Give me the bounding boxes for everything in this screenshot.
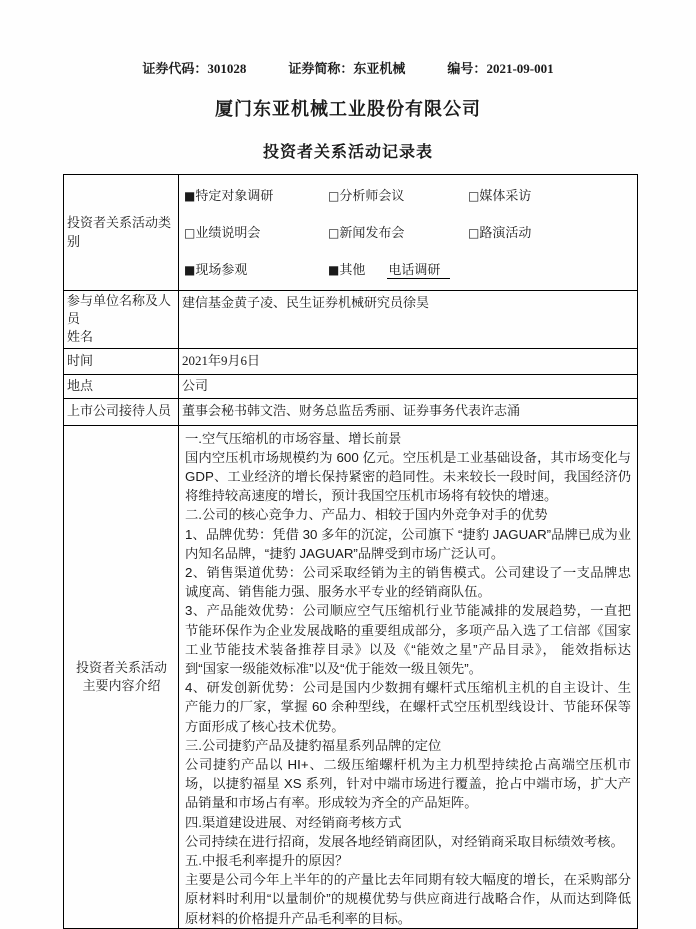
table-row-main-content — [64, 425, 638, 928]
content-paragraph: 三.公司捷豹产品及捷豹福星系列品牌的定位 — [185, 737, 442, 753]
meta-line — [0, 0, 696, 78]
unchecked-box-icon: □ — [328, 226, 340, 241]
content-paragraph: 3、产品能效优势：公司顺应空气压缩机行业节能减排的发展趋势，一直把节能环保作为企业发展战略的重要组成部分，多项产品入选了工信部《国家工业节能技术装备推荐目录》以及《“能效之星”产品目录》， 能效指标达到“国家一级能效标准”以及“优于能效一级且领先”。 — [185, 603, 631, 676]
content-paragraph: 1、品牌优势：凭借 30 多年的沉淀，公司旗下 “捷豹 JAGUAR”品牌已成为业内知名品牌，“捷豹 JAGUAR”品牌受到市场广泛认可。 — [185, 526, 631, 561]
table-row-time — [64, 348, 638, 374]
content-paragraph: 主要是公司今年上半年的的产量比去年同期有较大幅度的增长，在采购部分原材料时利用“以量制价”的规模优势与供应商进行战略合作，从而达到降低原材料的价格提升产品毛利率的目标。 — [185, 872, 631, 926]
option-special-object-research: ■特定对象调研 — [184, 188, 274, 204]
participants-label: 参与单位名称及人员 姓名 — [64, 291, 179, 349]
stock-name: 证券简称：东亚机械 — [288, 61, 406, 76]
unchecked-box-icon: □ — [468, 226, 480, 241]
place-value: 公司 — [179, 374, 638, 398]
content-paragraph: 公司捷豹产品以 HI+、二级压缩螺杆机为主力机型持续抢占高端空压机市场，以捷豹福星 XS 系列，针对中端市场进行覆盖，抢占中端市场，扩大产品销量和市场占有率。形成较为齐全的产品矩阵。 — [185, 757, 631, 811]
option-analyst-meeting: □分析师会议 — [328, 188, 405, 204]
checked-box-icon: ■ — [184, 263, 196, 278]
unchecked-box-icon: □ — [468, 189, 480, 204]
content-paragraph: 公司持续在进行招商，发展各地经销商团队，对经销商采取目标绩效考核。 — [185, 833, 624, 849]
main-content-label: 投资者关系活动 主要内容介绍 — [64, 425, 179, 928]
unchecked-box-icon: □ — [184, 226, 196, 241]
company-title: 厦门东亚机械工业股份有限公司 — [215, 99, 481, 119]
content-paragraph: 四.渠道建设进展、对经销商考核方式 — [185, 814, 402, 830]
option-site-visit: ■现场参观 — [184, 262, 248, 278]
table-row-activity-type — [64, 175, 638, 291]
activity-type-label: 投资者关系活动类别 — [64, 175, 179, 291]
reception-value: 董事会秘书韩文浩、财务总监岳秀丽、证券事务代表许志涌 — [179, 398, 638, 425]
activity-type-options — [179, 175, 638, 291]
content-paragraph: 五.中报毛利率提升的原因？ — [185, 853, 349, 869]
main-content-text — [179, 425, 638, 928]
unchecked-box-icon: □ — [328, 189, 340, 204]
other-detail-text: 电话调研 — [387, 262, 450, 279]
content-paragraph: 一.空气压缩机的市场容量、增长前景 — [185, 430, 402, 446]
content-paragraph: 国内空压机市场规模约为 600 亿元。空压机是工业基础设备，其市场变化与 GDP、工业经济的增长保持紧密的趋同性。未来较长一段时间，我国经济仍将维持较高速度的增长，预计我国空压机市场将有较快的增速。 — [185, 449, 631, 504]
stock-code: 证券代码：301028 — [142, 61, 247, 76]
checked-box-icon: ■ — [184, 189, 196, 204]
table-row-place — [64, 374, 638, 398]
reception-label: 上市公司接待人员 — [64, 398, 179, 425]
option-press-conference: □新闻发布会 — [328, 225, 405, 241]
time-label: 时间 — [64, 348, 179, 374]
options-grid — [182, 176, 635, 289]
option-roadshow: □路演活动 — [468, 225, 532, 241]
checked-box-icon: ■ — [328, 263, 340, 278]
page-title: 投资者关系活动记录表 — [262, 144, 433, 161]
content-paragraph: 2、销售渠道优势：公司采取经销为主的销售模式。公司建设了一支品牌忠诚度高、销售能力强、服务水平专业的经销商队伍。 — [185, 564, 631, 600]
table-row-reception — [64, 398, 638, 425]
content-paragraph: 4、研发创新优势：公司是国内少数拥有螺杆式压缩机主机的自主设计、生产能力的厂家，掌握 60 余种型线，在螺杆式空压机型线设计、节能环保等方面形成了核心技术优势。 — [185, 680, 631, 734]
record-table — [63, 174, 638, 929]
place-label: 地点 — [64, 374, 179, 398]
option-results-briefing: □业绩说明会 — [184, 225, 261, 241]
option-other: ■其他 电话调研 — [328, 261, 468, 279]
option-media-interview: □媒体采访 — [468, 188, 532, 204]
table-row-participants — [64, 291, 638, 349]
content-paragraph: 二.公司的核心竞争力、产品力、相较于国内外竞争对手的优势 — [185, 507, 548, 523]
participants-value: 建信基金黄子凌、民生证券机械研究员徐昊 — [179, 291, 638, 349]
doc-number: 编号：2021-09-001 — [447, 61, 554, 76]
time-value: 2021年9月6日 — [179, 348, 638, 374]
